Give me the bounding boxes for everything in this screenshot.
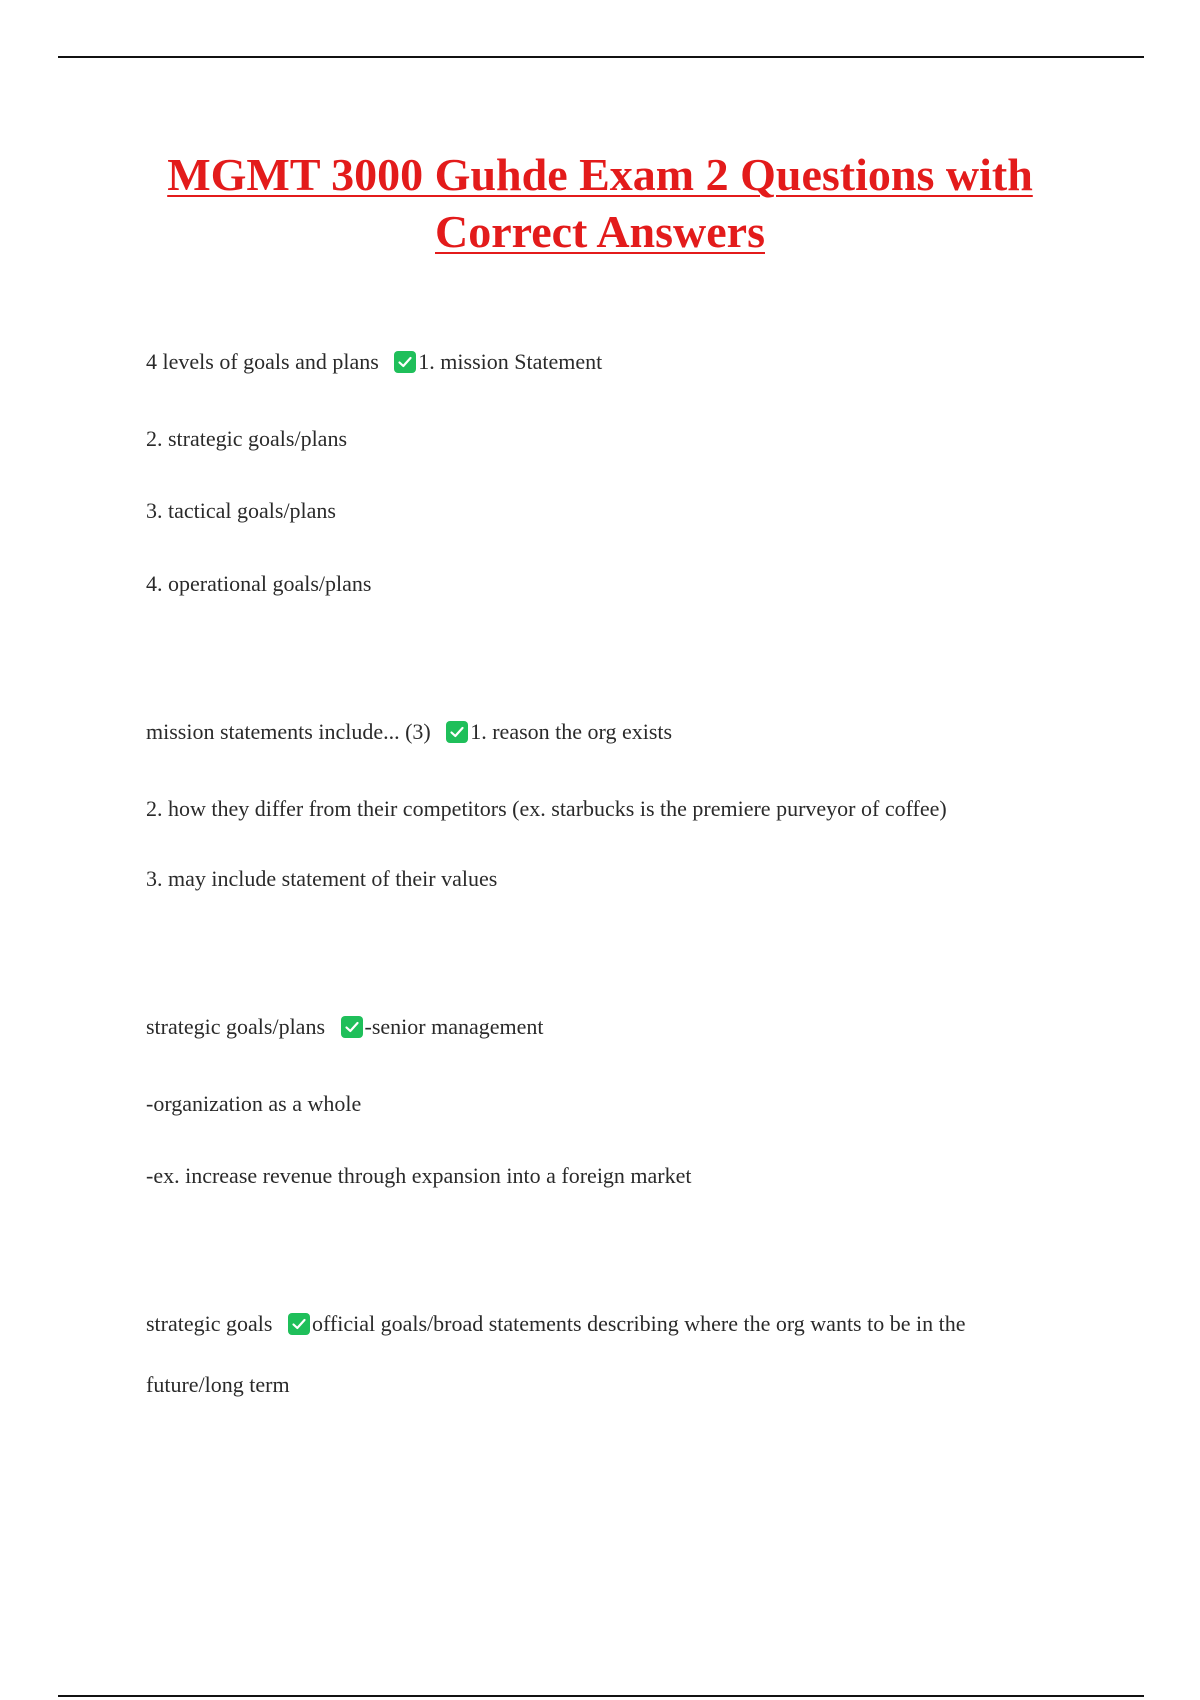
check-mark-icon (394, 351, 416, 373)
answer-text: 1. reason the org exists (470, 719, 673, 744)
qa-item-1-question-row (146, 348, 602, 376)
answer-text: -senior management (364, 1014, 544, 1039)
qa-item-4-answer-line: future/long term (146, 1372, 290, 1397)
check-mark-icon (446, 721, 468, 743)
answer-text: official goals/broad statements describing where the org wants to be in the (311, 1311, 966, 1336)
qa-item-3-answer-line: -organization as a whole (146, 1091, 362, 1116)
qa-item-1-answer-line: 2. strategic goals/plans (146, 426, 348, 451)
question-text: 4 levels of goals and plans (146, 349, 379, 374)
answer-text: 1. mission Statement (418, 349, 603, 374)
question-text: strategic goals (146, 1311, 273, 1336)
qa-item-4-question-row (146, 1310, 965, 1338)
title-line-1: MGMT 3000 Guhde Exam 2 Questions with (167, 149, 1033, 200)
title-line-2: Correct Answers (435, 206, 765, 257)
document-title (0, 146, 1200, 260)
footer-rule (58, 1695, 1144, 1697)
qa-item-3-question-row (146, 1013, 544, 1041)
qa-item-2-answer-line: 2. how they differ from their competitors (ex. starbucks is the premiere purveyor of coffee) (146, 796, 947, 821)
qa-item-2-question-row (146, 718, 672, 746)
check-mark-icon (288, 1313, 310, 1335)
header-rule (58, 56, 1144, 58)
question-text: strategic goals/plans (146, 1014, 326, 1039)
qa-item-3-answer-line: -ex. increase revenue through expansion into a foreign market (146, 1163, 692, 1188)
qa-item-1-answer-line: 4. operational goals/plans (146, 571, 372, 596)
qa-item-2-answer-line: 3. may include statement of their values (146, 866, 498, 891)
qa-item-1-answer-line: 3. tactical goals/plans (146, 498, 336, 523)
question-text: mission statements include... (3) (146, 719, 431, 744)
check-mark-icon (341, 1016, 363, 1038)
